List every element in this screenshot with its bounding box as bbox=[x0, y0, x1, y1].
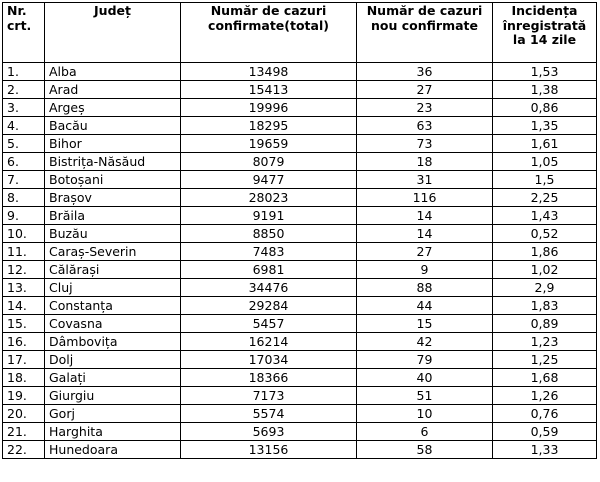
row-number-cell: 1. bbox=[3, 63, 45, 81]
incidence-cell: 1,53 bbox=[493, 63, 597, 81]
table-header-row bbox=[3, 3, 597, 63]
new-cases-cell: 31 bbox=[357, 171, 493, 189]
county-cell: Constanța bbox=[45, 297, 181, 315]
new-cases-cell: 6 bbox=[357, 423, 493, 441]
incidence-cell: 1,61 bbox=[493, 135, 597, 153]
total-cases-cell: 19996 bbox=[181, 99, 357, 117]
table-row bbox=[3, 207, 597, 225]
incidence-cell: 1,83 bbox=[493, 297, 597, 315]
table-row bbox=[3, 297, 597, 315]
row-number-cell: 16. bbox=[3, 333, 45, 351]
new-cases-cell: 23 bbox=[357, 99, 493, 117]
incidence-cell: 1,26 bbox=[493, 387, 597, 405]
row-number-cell: 2. bbox=[3, 81, 45, 99]
row-number-cell: 11. bbox=[3, 243, 45, 261]
new-cases-cell: 73 bbox=[357, 135, 493, 153]
new-cases-cell: 63 bbox=[357, 117, 493, 135]
row-number-cell: 15. bbox=[3, 315, 45, 333]
header-nr-crt: Nr. crt. bbox=[3, 3, 45, 63]
incidence-cell: 1,68 bbox=[493, 369, 597, 387]
county-cell: Dâmbovița bbox=[45, 333, 181, 351]
incidence-cell: 1,35 bbox=[493, 117, 597, 135]
new-cases-cell: 18 bbox=[357, 153, 493, 171]
incidence-cell: 1,05 bbox=[493, 153, 597, 171]
table-row bbox=[3, 333, 597, 351]
total-cases-cell: 7483 bbox=[181, 243, 357, 261]
county-cell: Argeș bbox=[45, 99, 181, 117]
new-cases-cell: 36 bbox=[357, 63, 493, 81]
table-row bbox=[3, 405, 597, 423]
incidence-cell: 0,86 bbox=[493, 99, 597, 117]
total-cases-cell: 29284 bbox=[181, 297, 357, 315]
incidence-cell: 2,9 bbox=[493, 279, 597, 297]
incidence-cell: 0,52 bbox=[493, 225, 597, 243]
row-number-cell: 19. bbox=[3, 387, 45, 405]
county-cell: Bistrița-Năsăud bbox=[45, 153, 181, 171]
row-number-cell: 3. bbox=[3, 99, 45, 117]
row-number-cell: 9. bbox=[3, 207, 45, 225]
table-container bbox=[2, 2, 597, 459]
county-cell: Dolj bbox=[45, 351, 181, 369]
total-cases-cell: 5457 bbox=[181, 315, 357, 333]
county-cell: Călărași bbox=[45, 261, 181, 279]
row-number-cell: 17. bbox=[3, 351, 45, 369]
incidence-cell: 1,43 bbox=[493, 207, 597, 225]
total-cases-cell: 9477 bbox=[181, 171, 357, 189]
table-row bbox=[3, 441, 597, 459]
total-cases-cell: 19659 bbox=[181, 135, 357, 153]
incidence-cell: 1,86 bbox=[493, 243, 597, 261]
row-number-cell: 18. bbox=[3, 369, 45, 387]
total-cases-cell: 9191 bbox=[181, 207, 357, 225]
incidence-cell: 1,23 bbox=[493, 333, 597, 351]
table-row bbox=[3, 315, 597, 333]
incidence-cell: 1,38 bbox=[493, 81, 597, 99]
new-cases-cell: 9 bbox=[357, 261, 493, 279]
new-cases-cell: 27 bbox=[357, 81, 493, 99]
new-cases-cell: 79 bbox=[357, 351, 493, 369]
row-number-cell: 21. bbox=[3, 423, 45, 441]
table-row bbox=[3, 63, 597, 81]
new-cases-cell: 40 bbox=[357, 369, 493, 387]
incidence-cell: 2,25 bbox=[493, 189, 597, 207]
table-row bbox=[3, 351, 597, 369]
total-cases-cell: 6981 bbox=[181, 261, 357, 279]
new-cases-cell: 10 bbox=[357, 405, 493, 423]
row-number-cell: 22. bbox=[3, 441, 45, 459]
row-number-cell: 8. bbox=[3, 189, 45, 207]
row-number-cell: 4. bbox=[3, 117, 45, 135]
county-cell: Buzău bbox=[45, 225, 181, 243]
county-cell: Caraș-Severin bbox=[45, 243, 181, 261]
table-row bbox=[3, 99, 597, 117]
incidence-cell: 1,33 bbox=[493, 441, 597, 459]
incidence-cell: 0,59 bbox=[493, 423, 597, 441]
total-cases-cell: 5693 bbox=[181, 423, 357, 441]
incidence-cell: 1,5 bbox=[493, 171, 597, 189]
table-row bbox=[3, 153, 597, 171]
new-cases-cell: 116 bbox=[357, 189, 493, 207]
county-cell: Bihor bbox=[45, 135, 181, 153]
incidence-cell: 0,76 bbox=[493, 405, 597, 423]
county-cell: Brașov bbox=[45, 189, 181, 207]
county-cell: Giurgiu bbox=[45, 387, 181, 405]
county-cell: Arad bbox=[45, 81, 181, 99]
new-cases-cell: 88 bbox=[357, 279, 493, 297]
new-cases-cell: 51 bbox=[357, 387, 493, 405]
table-row bbox=[3, 81, 597, 99]
incidence-cell: 0,89 bbox=[493, 315, 597, 333]
total-cases-cell: 16214 bbox=[181, 333, 357, 351]
new-cases-cell: 58 bbox=[357, 441, 493, 459]
row-number-cell: 12. bbox=[3, 261, 45, 279]
incidence-cell: 1,25 bbox=[493, 351, 597, 369]
county-cell: Botoșani bbox=[45, 171, 181, 189]
header-cazuri-noi: Număr de cazuri nou confirmate bbox=[357, 3, 493, 63]
total-cases-cell: 18366 bbox=[181, 369, 357, 387]
row-number-cell: 14. bbox=[3, 297, 45, 315]
total-cases-cell: 5574 bbox=[181, 405, 357, 423]
row-number-cell: 7. bbox=[3, 171, 45, 189]
total-cases-cell: 28023 bbox=[181, 189, 357, 207]
total-cases-cell: 8850 bbox=[181, 225, 357, 243]
new-cases-cell: 27 bbox=[357, 243, 493, 261]
county-cell: Gorj bbox=[45, 405, 181, 423]
row-number-cell: 5. bbox=[3, 135, 45, 153]
county-cell: Cluj bbox=[45, 279, 181, 297]
header-cazuri-total: Număr de cazuri confirmate(total) bbox=[181, 3, 357, 63]
row-number-cell: 6. bbox=[3, 153, 45, 171]
table-row bbox=[3, 189, 597, 207]
row-number-cell: 13. bbox=[3, 279, 45, 297]
row-number-cell: 20. bbox=[3, 405, 45, 423]
county-cell: Hunedoara bbox=[45, 441, 181, 459]
table-row bbox=[3, 279, 597, 297]
county-cell: Covasna bbox=[45, 315, 181, 333]
new-cases-cell: 14 bbox=[357, 225, 493, 243]
table-row bbox=[3, 387, 597, 405]
table-body bbox=[3, 63, 597, 459]
covid-county-table bbox=[2, 2, 597, 459]
county-cell: Bacău bbox=[45, 117, 181, 135]
incidence-cell: 1,02 bbox=[493, 261, 597, 279]
header-incidenta: Incidența înregistrată la 14 zile bbox=[493, 3, 597, 63]
header-judet: Județ bbox=[45, 3, 181, 63]
total-cases-cell: 8079 bbox=[181, 153, 357, 171]
table-row bbox=[3, 261, 597, 279]
table-row bbox=[3, 117, 597, 135]
table-row bbox=[3, 243, 597, 261]
new-cases-cell: 44 bbox=[357, 297, 493, 315]
total-cases-cell: 13156 bbox=[181, 441, 357, 459]
county-cell: Galați bbox=[45, 369, 181, 387]
table-row bbox=[3, 225, 597, 243]
row-number-cell: 10. bbox=[3, 225, 45, 243]
total-cases-cell: 15413 bbox=[181, 81, 357, 99]
county-cell: Alba bbox=[45, 63, 181, 81]
table-row bbox=[3, 423, 597, 441]
county-cell: Harghita bbox=[45, 423, 181, 441]
total-cases-cell: 17034 bbox=[181, 351, 357, 369]
table-row bbox=[3, 171, 597, 189]
county-cell: Brăila bbox=[45, 207, 181, 225]
total-cases-cell: 18295 bbox=[181, 117, 357, 135]
table-row bbox=[3, 369, 597, 387]
total-cases-cell: 34476 bbox=[181, 279, 357, 297]
table-row bbox=[3, 135, 597, 153]
total-cases-cell: 7173 bbox=[181, 387, 357, 405]
new-cases-cell: 15 bbox=[357, 315, 493, 333]
new-cases-cell: 14 bbox=[357, 207, 493, 225]
new-cases-cell: 42 bbox=[357, 333, 493, 351]
total-cases-cell: 13498 bbox=[181, 63, 357, 81]
